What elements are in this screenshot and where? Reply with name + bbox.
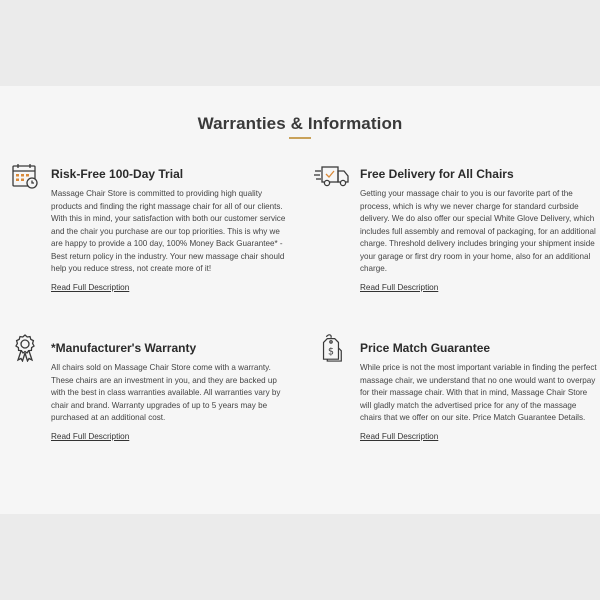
calendar-icon <box>11 162 39 190</box>
feature-price-match <box>328 340 598 444</box>
read-full-description-link[interactable]: Read Full Description <box>51 282 130 292</box>
warranties-section <box>0 86 600 514</box>
feature-description: Massage Chair Store is committed to providing high quality products and finding the right massage chair for all of our clients. With this in mind, your satisfaction with both our customer service and the chair you purchase are our top priorities. This is why we are happy to provide a 100 day, 100% Money Back Guarantee* - Best return policy in the industry. Your new massage chair should help you reduce stress, not create more of it! <box>51 189 286 273</box>
section-title: Warranties & Information <box>197 114 403 133</box>
feature-title: Risk-Free 100-Day Trial <box>51 167 184 181</box>
feature-description: While price is not the most important variable in finding the perfect massage chair, we understand that no one would want to overpay for their massage chair. With that in mind, Massage Chair Store will gladly match the advertised price for any of the massage chairs that we offer on our site. Price Match Guarantee Details. <box>360 363 597 422</box>
feature-manufacturer-warranty <box>51 340 289 444</box>
feature-description: All chairs sold on Massage Chair Store come with a warranty. These chairs are an investment in you, and they are backed up with the best in class warranties available. All warranties vary by chair and brand. Warranty upgrades of up to 5 years may be purchased at an additional cost. <box>51 363 281 422</box>
feature-free-delivery <box>360 166 598 295</box>
feature-title: *Manufacturer's Warranty <box>51 341 197 355</box>
svg-text:$: $ <box>328 346 334 358</box>
read-full-description-link[interactable]: Read Full Description <box>360 431 439 441</box>
award-ribbon-icon <box>13 334 37 362</box>
read-full-description-link[interactable]: Read Full Description <box>51 431 130 441</box>
feature-title: Price Match Guarantee <box>360 341 491 355</box>
title-underline <box>289 137 311 139</box>
feature-risk-free-trial <box>51 166 289 295</box>
feature-description: Getting your massage chair to you is our favorite part of the process, which is why we never charge for standard curbside delivery. We do also offer our special White Glove Delivery, which includes full assembly and removal of packaging, for an additional charge. Threshold delivery includes bringing your shipment inside your garage or first dry room in your home, also for an additional charge. <box>360 189 596 273</box>
delivery-truck-icon <box>314 162 350 190</box>
read-full-description-link[interactable]: Read Full Description <box>360 282 439 292</box>
feature-title: Free Delivery for All Chairs <box>360 167 514 181</box>
price-tag-icon <box>318 334 344 362</box>
